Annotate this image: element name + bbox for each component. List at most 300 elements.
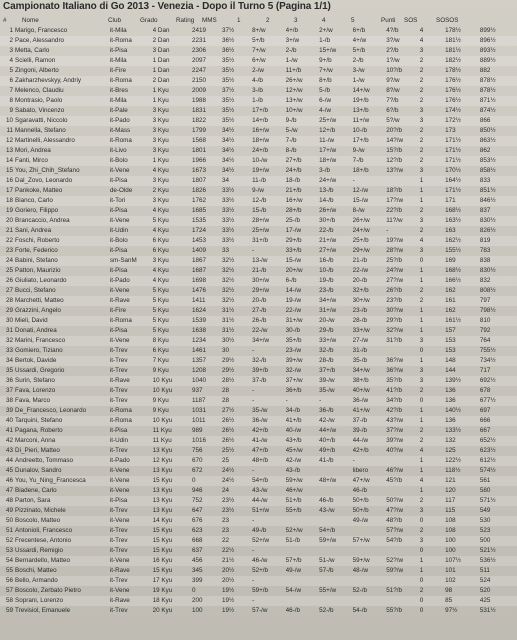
cell-r1: 10-/w [252, 157, 268, 164]
table-row [0, 336, 517, 346]
table-row [0, 256, 517, 266]
cell-club: it-Vene [109, 557, 130, 564]
cell-r1: 4-/b [252, 77, 263, 84]
cell-r4: 40+/w [352, 387, 370, 394]
cell-club: it-Trev [109, 577, 128, 584]
cell-r1: - [252, 597, 255, 604]
table-row [0, 436, 517, 446]
cell-r5: 57?/w [386, 527, 404, 534]
cell-grade: 4 Kyu [152, 267, 169, 274]
cell-r2: 43+/b [285, 437, 302, 444]
cell-grade: 15 Kyu [152, 537, 173, 544]
cell-mms: 23 [222, 527, 230, 534]
cell-mms: 22 [222, 537, 230, 544]
cell-grade: 9 Kyu [152, 407, 169, 414]
cell-sos: 85 [445, 597, 453, 604]
cell-r3: - [319, 397, 322, 404]
cell-r2: 13+/w [285, 97, 303, 104]
cell-sos: 162½ [445, 237, 461, 244]
cell-mms: 32½ [222, 257, 235, 264]
cell-grade: 10 Kyu [152, 377, 173, 384]
cell-sos: 171½ [445, 137, 461, 144]
cell-points: 1 [419, 267, 424, 274]
cell-points: 1 [419, 277, 424, 284]
cell-sosos: 678 [479, 387, 491, 394]
cell-mms: 31½ [222, 307, 235, 314]
cell-points: 2 [419, 527, 424, 534]
cell-r4: 1-/w [352, 77, 365, 84]
cell-r1: - [252, 397, 255, 404]
cell-r3: 54+/b [319, 527, 336, 534]
cell-mms: 36½ [222, 37, 235, 44]
cell-name: Ussardi, Gregorio [15, 367, 65, 374]
cell-name: Gomiero, Tiziano [15, 347, 63, 354]
cell-sos: 157 [445, 327, 456, 334]
cell-grade: 10 Kyu [152, 387, 173, 394]
cell-r5: 18?/b [386, 187, 402, 194]
cell-r1: 59+/b [252, 587, 269, 594]
cell-mms: 30½ [222, 337, 235, 344]
cell-r4: 41+/w [352, 407, 370, 414]
cell-rating: 2247 [191, 67, 206, 74]
cell-mms: 33½ [222, 187, 235, 194]
cell-club: de-Olde [109, 187, 133, 194]
cell-r4: 8-/w [352, 207, 365, 214]
cell-r1: 5+/b [252, 37, 265, 44]
cell-r1: 34+/w [252, 337, 270, 344]
cell-points: 0 [419, 577, 424, 584]
cell-grade: 8 Kyu [152, 337, 169, 344]
cell-sos: 140½ [445, 407, 461, 414]
cell-r3: 32-/b [319, 347, 334, 354]
cell-name: Patton, Maurizio [15, 267, 61, 274]
cell-r3: 52-/b [319, 607, 334, 614]
cell-name: Dal_Zovo, Leonardo [15, 177, 73, 184]
cell-r3: 55+/w [319, 587, 337, 594]
cell-name: Marchetti, Matteo [15, 297, 64, 304]
cell-sos: 136 [445, 417, 456, 424]
cell-r3: 41-/b [319, 457, 334, 464]
cell-name: You, Zhi_Chih_Stefano [15, 167, 80, 174]
cell-sos: 122½ [445, 457, 461, 464]
cell-r2: 57+/b [285, 557, 302, 564]
cell-sosos: 889½ [479, 57, 496, 64]
cell-sosos: 830½ [479, 217, 496, 224]
column-headers [0, 16, 517, 25]
cell-rating: 1016 [191, 437, 206, 444]
cell-name: Foschi, Roberto [15, 237, 60, 244]
cell-rating: 668 [191, 537, 203, 544]
cell-r3: 48+/w [319, 477, 337, 484]
standings-table [0, 26, 517, 616]
cell-name: Brancaccio, Andrea [15, 217, 70, 224]
cell-mms: 32½ [222, 267, 235, 274]
cell-grade: 13 Kyu [152, 467, 173, 474]
cell-sos: 171½ [445, 187, 461, 194]
cell-num: 53 [6, 547, 14, 554]
cell-sosos: 846½ [479, 197, 496, 204]
cell-sosos: 571½ [479, 497, 496, 504]
table-row [0, 306, 517, 316]
cell-sos: 98 [445, 587, 453, 594]
cell-points: 2 [419, 87, 424, 94]
cell-sos: 133½ [445, 427, 461, 434]
cell-r2: 42-/w [285, 457, 302, 464]
cell-sos: 181½ [445, 37, 461, 44]
cell-name: Pankoke, Matteo [15, 187, 63, 194]
cell-mms: 35½ [222, 57, 235, 64]
cell-sosos: 549 [479, 507, 491, 514]
cell-grade: 13 Kyu [152, 487, 173, 494]
cell-num: 16 [6, 177, 14, 184]
table-row [0, 186, 517, 196]
cell-name: Sani, Andrea [15, 227, 52, 234]
cell-grade: 12 Kyu [152, 457, 173, 464]
cell-club: it-Pisa [109, 427, 128, 434]
cell-points: 1 [419, 417, 424, 424]
cell-r3: 39-/w [319, 377, 335, 384]
cell-r3: 46-/b [319, 497, 334, 504]
cell-grade: 6 Kyu [152, 247, 169, 254]
cell-grade: 3 Kyu [152, 257, 169, 264]
table-row [0, 576, 517, 586]
cell-r1: 20-/b [252, 297, 267, 304]
cell-club: it-Pisa [109, 177, 128, 184]
cell-points: 3 [419, 47, 424, 54]
cell-sosos: 677½ [479, 397, 496, 404]
cell-rating: 0 [191, 587, 196, 594]
cell-r3: 30+/b [319, 217, 336, 224]
cell-r2: 51+/b [285, 497, 302, 504]
cell-r5: 40?/w [386, 447, 404, 454]
table-row [0, 46, 517, 56]
cell-r1: 32-/b [252, 357, 267, 364]
cell-mms: 26½ [222, 437, 235, 444]
cell-grade: 4 Kyu [152, 167, 169, 174]
cell-name: Grazzini, Angelo [15, 307, 61, 314]
cell-r3: 14-/b [319, 197, 334, 204]
cell-r4: - [352, 177, 355, 184]
cell-sos: 118½ [445, 467, 461, 474]
cell-name: Metta, Carlo [15, 47, 50, 54]
cell-sos: 166½ [445, 277, 461, 284]
cell-r5: 24?/w [386, 267, 404, 274]
cell-club: it-Trev [109, 367, 128, 374]
cell-r1: 42+/b [252, 427, 269, 434]
cell-num: 32 [6, 337, 14, 344]
cell-r2: 14-/w [285, 287, 302, 294]
cell-points: 4 [419, 37, 424, 44]
cell-points: 2 [419, 387, 424, 394]
cell-r5: 11?/w [386, 217, 403, 224]
cell-num: 35 [6, 367, 14, 374]
cell-r5: 36?/w [386, 357, 404, 364]
cell-grade: 2 Kyu [152, 187, 169, 194]
cell-r2: 4+/b [285, 27, 299, 34]
cell-club: it-Mass [109, 127, 131, 134]
cell-points: 3 [419, 167, 424, 174]
cell-name: Bucci, Stefano [15, 287, 56, 294]
cell-r3: 34+/w [319, 297, 337, 304]
cell-club: it-Rave [109, 567, 130, 574]
cell-sosos: 810 [479, 317, 491, 324]
cell-grade: 1 Kyu [152, 157, 169, 164]
cell-sosos: 425 [479, 597, 491, 604]
cell-r2: 21+/b [285, 187, 302, 194]
cell-num: 22 [6, 237, 14, 244]
table-row [0, 66, 517, 76]
cell-name: Mori, Andrea [15, 147, 51, 154]
cell-r2: 25-/b [285, 217, 300, 224]
cell-club: it-Vene [109, 287, 130, 294]
cell-grade: 5 Kyu [152, 217, 169, 224]
cell-grade: 6 Kyu [152, 347, 169, 354]
cell-r3: 31+/w [319, 307, 337, 314]
cell-name: Bertok, Davide [15, 357, 57, 364]
cell-r5: 30?/w [386, 307, 404, 314]
cell-r1: 28+/w [252, 217, 270, 224]
cell-grade: 15 Kyu [152, 527, 173, 534]
cell-num: 59 [6, 607, 14, 614]
cell-rating: 1698 [191, 277, 206, 284]
cell-num: 19 [6, 207, 14, 214]
cell-r5: 32?/w [386, 327, 404, 334]
cell-name: Donati, Andrea [15, 327, 57, 334]
cell-r4: 10-/b [352, 127, 368, 134]
cell-sos: 100 [445, 537, 456, 544]
header-sosos: SOSOS [436, 17, 459, 24]
cell-grade: 5 Kyu [152, 297, 169, 304]
cell-name: Pace, Alessandro [15, 37, 65, 44]
cell-r2: 32-/w [285, 367, 302, 374]
cell-points: 2 [419, 437, 424, 444]
cell-sosos: 531½ [479, 607, 496, 614]
cell-sosos: 652½ [479, 437, 496, 444]
cell-r5: 59?/w [386, 567, 404, 574]
cell-mms: 35½ [222, 107, 235, 114]
cell-r4: 3-/w [352, 67, 365, 74]
cell-grade: 9 Kyu [152, 397, 169, 404]
cell-r3: 2+/w [319, 27, 333, 34]
cell-r2: 46-/b [285, 607, 300, 614]
cell-sos: 178½ [445, 27, 461, 34]
cell-club: it-Pisa [109, 47, 128, 54]
cell-club: it-Trev [109, 547, 128, 554]
cell-r4: 4+/w [352, 37, 367, 44]
cell-points: 2 [419, 227, 424, 234]
cell-r4: 22-/w [352, 267, 369, 274]
cell-r1: 3-/b [252, 87, 263, 94]
cell-r1: 12-/b [252, 197, 267, 204]
cell-sos: 101 [445, 567, 456, 574]
cell-mms: 31½ [222, 327, 235, 334]
cell-r1: 27-/b [252, 307, 267, 314]
cell-num: 38 [6, 397, 14, 404]
cell-points: 4 [419, 237, 424, 244]
table-row [0, 386, 517, 396]
cell-sos: 176½ [445, 87, 461, 94]
cell-r5 [386, 486, 420, 496]
cell-r2: 2-/b [285, 47, 297, 54]
cell-sosos: 830½ [479, 267, 496, 274]
cell-r4: 5+/b [352, 47, 366, 54]
cell-r2: 39+/w [285, 357, 303, 364]
cell-points: 0 [419, 257, 424, 264]
cell-r3: 3-/b [319, 167, 330, 174]
cell-num: 43 [6, 447, 14, 454]
cell-name: You, Yu_Ning_Francesca [15, 477, 86, 484]
cell-r5: 9?/w [386, 77, 400, 84]
cell-points: 3 [419, 367, 424, 374]
cell-r4: 32+/b [352, 287, 369, 294]
cell-club: it-Pale [109, 107, 128, 114]
cell-num: 49 [6, 507, 14, 514]
cell-mms: 35½ [222, 67, 235, 74]
cell-sosos: 798½ [479, 307, 496, 314]
cell-r5 [386, 546, 420, 556]
cell-r3: 37+/b [319, 367, 336, 374]
cell-rating: 1011 [191, 417, 206, 424]
cell-rating: 2009 [191, 87, 206, 94]
page-title: Campionato Italiano di Go 2013 - Venezia - Dopo il Turno 5 (Pagina 1/1) [3, 1, 331, 12]
cell-r1: - [252, 547, 255, 554]
cell-r5: 35?/b [386, 377, 402, 384]
cell-r1: 25+/w [252, 227, 270, 234]
cell-grade: 4 Dan [152, 27, 170, 34]
cell-num: 9 [9, 107, 14, 114]
header-name: Nome [22, 17, 39, 24]
table-row [0, 596, 517, 606]
cell-points: 1 [419, 327, 424, 334]
table-row [0, 216, 517, 226]
cell-num: 40 [6, 417, 14, 424]
cell-r3: 20-/w [319, 317, 335, 324]
table-row [0, 326, 517, 336]
cell-r4 [353, 546, 387, 556]
cell-sosos: 851½ [479, 187, 496, 194]
cell-sosos: 521½ [479, 547, 496, 554]
cell-sos: 139½ [445, 377, 461, 384]
cell-mms: 32½ [222, 297, 235, 304]
cell-mms: 31½ [222, 317, 235, 324]
cell-points: 2 [419, 497, 424, 504]
cell-sos: 162 [445, 307, 456, 314]
cell-name: Melenco, Claudiu [15, 87, 64, 94]
cell-sos: 164½ [445, 177, 461, 184]
cell-num: 47 [6, 487, 14, 494]
cell-r3: 10-/b [319, 267, 334, 274]
cell-grade: 10 Kyu [152, 417, 173, 424]
cell-sos: 153 [445, 347, 456, 354]
cell-rating: 1685 [191, 207, 206, 214]
cell-r2: 10+/w [285, 107, 303, 114]
cell-r4 [353, 576, 387, 586]
cell-rating: 100 [191, 607, 203, 614]
cell-num: 7 [9, 87, 14, 94]
cell-grade: 3 Kyu [152, 147, 169, 154]
cell-r3: 18+/w [319, 157, 337, 164]
cell-r1: 52+/b [252, 567, 269, 574]
cell-club: sm-SanM [109, 257, 137, 264]
table-row [0, 96, 517, 106]
cell-num: 56 [6, 577, 14, 584]
cell-rating: 2419 [191, 27, 206, 34]
cell-grade: 7 Kyu [152, 357, 169, 364]
cell-r2: 31+/w [285, 317, 303, 324]
cell-r4: 14+/w [352, 87, 370, 94]
cell-name: Fava, Lorenzo [15, 387, 56, 394]
cell-grade: 17 Kyu [152, 577, 173, 584]
cell-r1: 46-/w [252, 557, 268, 564]
cell-sosos: 612½ [479, 457, 496, 464]
cell-name: Boscolo, Matteo [15, 517, 61, 524]
cell-r4: 27-/w [352, 337, 369, 344]
cell-mms: 35½ [222, 117, 235, 124]
cell-club: it-Roma [109, 407, 132, 414]
cell-num: 21 [6, 227, 14, 234]
cell-club: it-Roma [109, 37, 132, 44]
cell-r5: 3?/w [386, 37, 400, 44]
cell-sos: 174½ [445, 107, 461, 114]
cell-sos: 121 [445, 477, 456, 484]
cell-name: Bernardello, Matteo [15, 557, 70, 564]
cell-points: 2 [419, 127, 424, 134]
cell-name: Zingoni, Alberto [15, 67, 59, 74]
cell-r5: 19?/w [386, 237, 404, 244]
cell-r5: 50?/w [386, 497, 404, 504]
cell-r4: 6+/b [352, 27, 366, 34]
cell-r5: 54?/b [386, 537, 402, 544]
table-row [0, 446, 517, 456]
table-row [0, 86, 517, 96]
cell-rating: 1822 [191, 117, 206, 124]
cell-r2: 16+/w [285, 197, 303, 204]
cell-sos: 115 [445, 507, 456, 514]
cell-club: it-Vene [109, 477, 130, 484]
cell-r4: 24+/w [352, 227, 370, 234]
cell-points: 2 [419, 587, 424, 594]
cell-r3 [319, 576, 353, 586]
cell-rating: 1807 [191, 177, 206, 184]
cell-r1: 30+/w [252, 277, 270, 284]
cell-points: 3 [419, 507, 424, 514]
cell-num: 28 [6, 297, 14, 304]
cell-r1: - [252, 517, 255, 524]
cell-club: it-Fire [109, 307, 126, 314]
cell-num: 8 [9, 97, 14, 104]
cell-points: 0 [419, 607, 424, 614]
cell-sos: 168½ [445, 207, 461, 214]
cell-num: 27 [6, 287, 14, 294]
cell-rating: 456 [191, 557, 203, 564]
table-row [0, 516, 517, 526]
header-r3: 3 [294, 17, 298, 24]
cell-grade: 3 Kyu [152, 137, 169, 144]
table-row [0, 276, 517, 286]
cell-r1: 8+/w [252, 27, 266, 34]
cell-r3: 1-/b [319, 37, 330, 44]
cell-r1: - [252, 577, 255, 584]
cell-r2: 37+/w [285, 377, 303, 384]
cell-r1: 35-/w [252, 407, 268, 414]
cell-grade: 14 Kyu [152, 517, 173, 524]
cell-sos: 181½ [445, 47, 461, 54]
cell-r2: 26+/w [285, 77, 303, 84]
cell-rating: 1826 [191, 187, 206, 194]
cell-points: 1 [419, 307, 424, 314]
table-row [0, 556, 517, 566]
cell-mms: 33½ [222, 197, 235, 204]
